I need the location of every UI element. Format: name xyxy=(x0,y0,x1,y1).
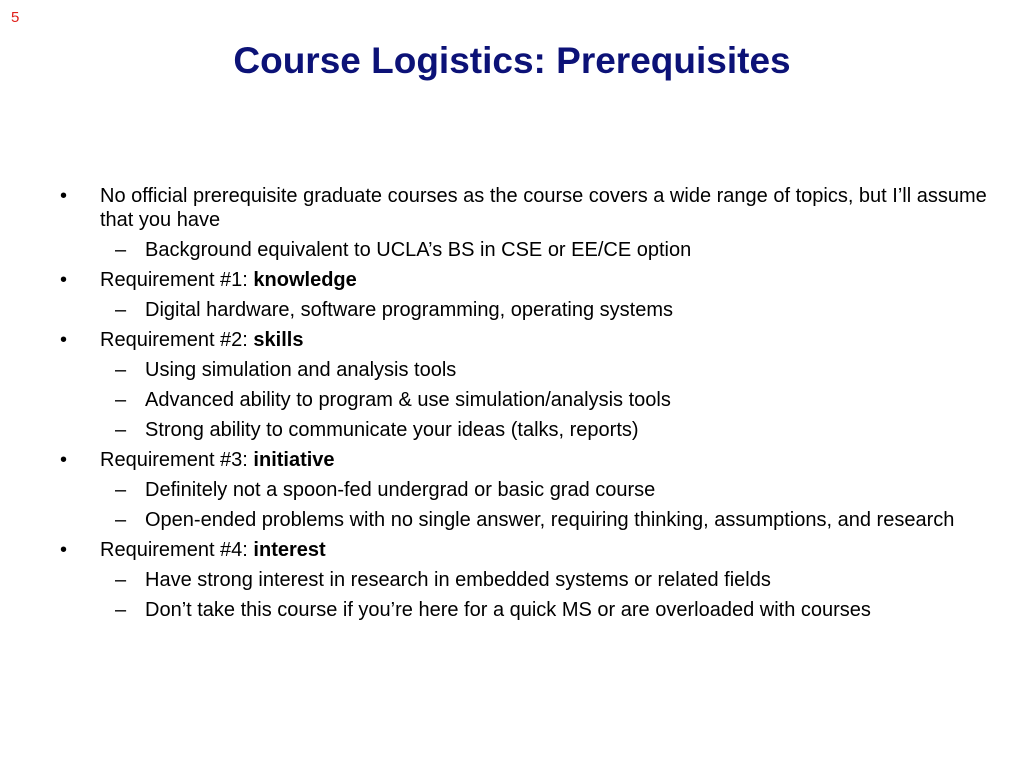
sub-bullet-item xyxy=(58,298,988,322)
sub-bullet-text: Digital hardware, software programming, operating systems xyxy=(145,299,673,321)
bullet-marker: • xyxy=(60,269,68,291)
sub-bullet-marker: – xyxy=(115,359,127,381)
sub-bullet-text: Have strong interest in research in embedded systems or related fields xyxy=(145,569,771,591)
sub-bullet-text: Open-ended problems with no single answer, requiring thinking, assumptions, and research xyxy=(145,509,955,531)
sub-bullet-marker: – xyxy=(115,389,127,411)
sub-bullet-text: Using simulation and analysis tools xyxy=(145,359,457,381)
bullet-item xyxy=(58,328,988,352)
sub-bullet-item xyxy=(58,418,988,442)
bullet-marker: • xyxy=(60,329,68,351)
requirement-label: Requirement #2: xyxy=(100,329,254,351)
bullet-marker: • xyxy=(60,185,68,207)
sub-bullet-item xyxy=(58,598,988,622)
bullet-marker: • xyxy=(60,449,68,471)
requirement-label: Requirement #1: xyxy=(100,269,254,291)
slide-number: 5 xyxy=(11,9,20,26)
sub-bullet-item xyxy=(58,388,988,412)
sub-bullet-text: Definitely not a spoon-fed undergrad or basic grad course xyxy=(145,479,656,501)
sub-bullet-marker: – xyxy=(115,569,127,591)
requirement-keyword: initiative xyxy=(253,449,335,471)
bullet-item xyxy=(58,448,988,472)
requirement-keyword: knowledge xyxy=(253,269,357,291)
sub-bullet-marker: – xyxy=(115,299,127,321)
slide-title: Course Logistics: Prerequisites xyxy=(233,40,791,81)
bullet-item xyxy=(58,184,988,232)
requirement-label: Requirement #4: xyxy=(100,539,254,561)
bullet-text: No official prerequisite graduate courses as the course covers a wide range of topics, but I’ll assume that you have xyxy=(100,185,987,231)
bullet-item xyxy=(58,268,988,292)
bullet-list xyxy=(58,184,988,628)
sub-bullet-item xyxy=(58,478,988,502)
sub-bullet-text: Background equivalent to UCLA’s BS in CSE or EE/CE option xyxy=(145,239,692,261)
sub-bullet-marker: – xyxy=(115,419,127,441)
sub-bullet-marker: – xyxy=(115,239,127,261)
sub-bullet-text: Don’t take this course if you’re here for a quick MS or are overloaded with courses xyxy=(145,599,871,621)
bullet-marker: • xyxy=(60,539,68,561)
sub-bullet-text: Advanced ability to program & use simulation/analysis tools xyxy=(145,389,671,411)
sub-bullet-marker: – xyxy=(115,599,127,621)
requirement-label: Requirement #3: xyxy=(100,449,254,471)
sub-bullet-text: Strong ability to communicate your ideas (talks, reports) xyxy=(145,419,639,441)
requirement-keyword: interest xyxy=(253,539,326,561)
sub-bullet-item xyxy=(58,238,988,262)
sub-bullet-item xyxy=(58,358,988,382)
sub-bullet-item xyxy=(58,568,988,592)
sub-bullet-marker: – xyxy=(115,479,127,501)
sub-bullet-marker: – xyxy=(115,509,127,531)
bullet-item xyxy=(58,538,988,562)
sub-bullet-item xyxy=(58,508,988,532)
requirement-keyword: skills xyxy=(253,329,304,351)
